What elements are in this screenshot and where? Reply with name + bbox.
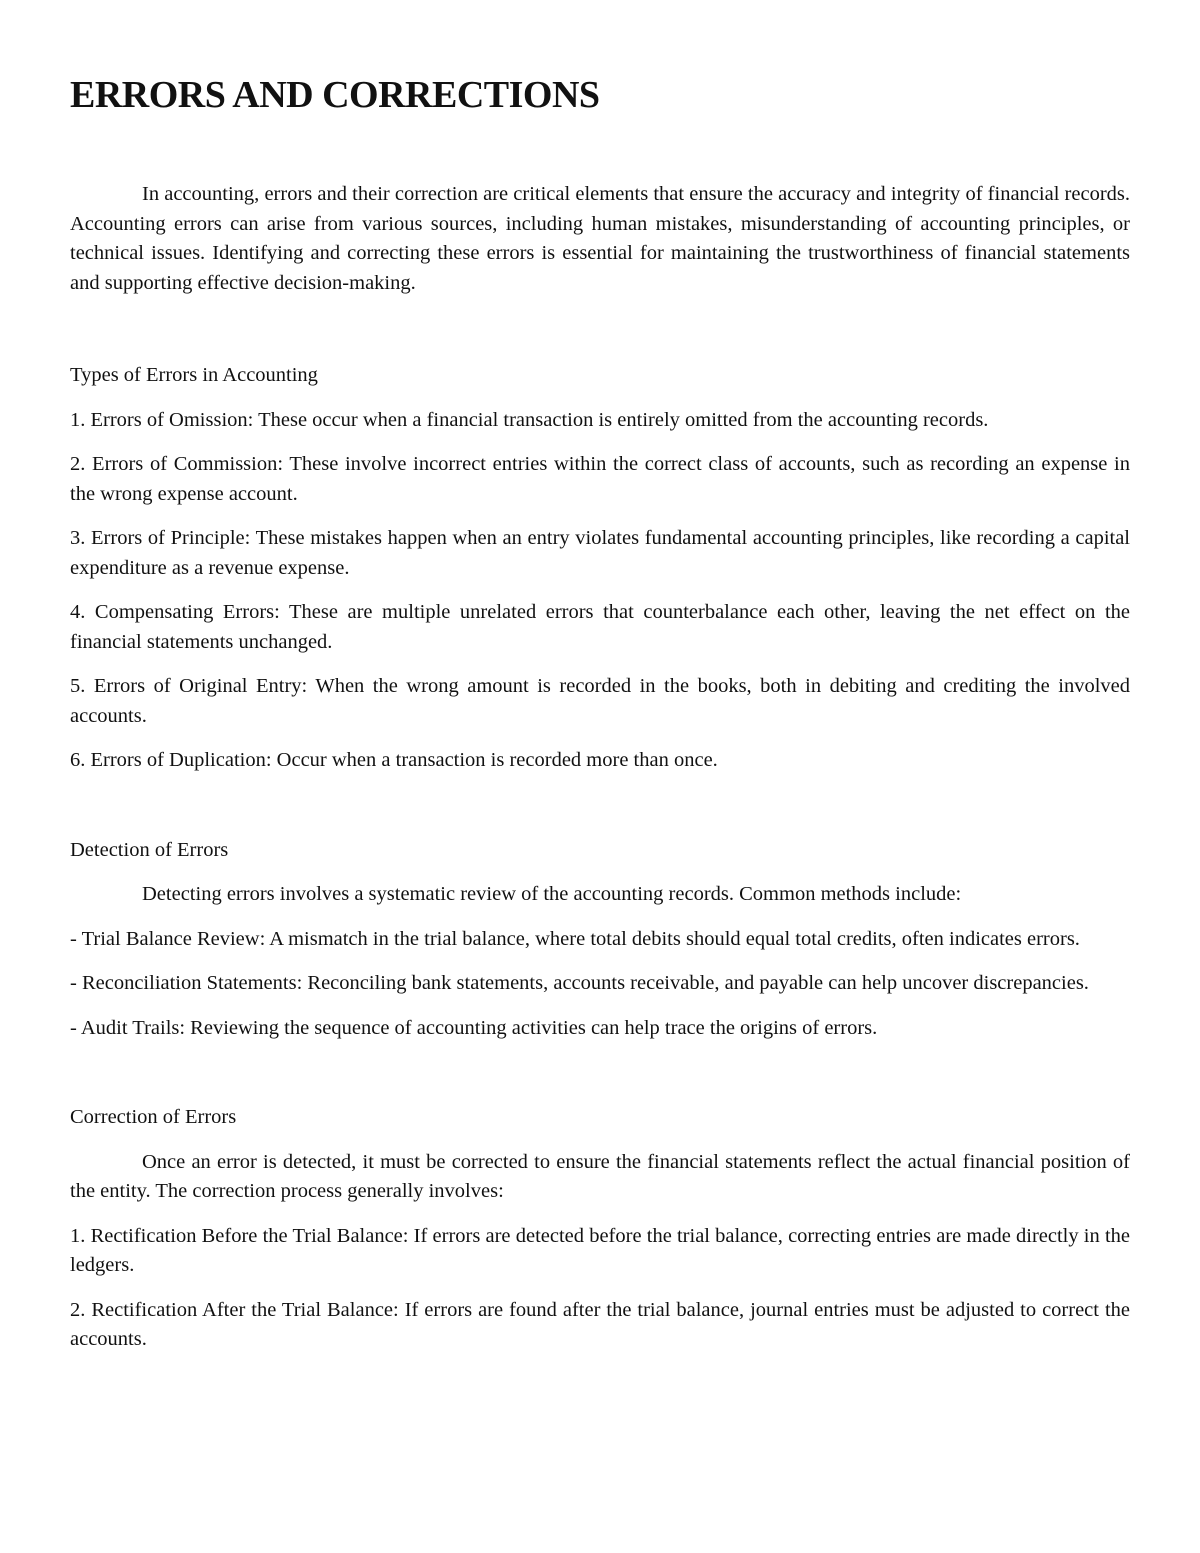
document-title: ERRORS AND CORRECTIONS [70,74,600,116]
detection-item-trial-balance: - Trial Balance Review: A mismatch in the trial balance, where total debits should equal total credits, often indicates errors. [70,927,1080,950]
correction-item-before: 1. Rectification Before the Trial Balance: If errors are detected before the trial balance, correcting entries are made directly in the ledgers. [70,1224,1130,1276]
types-item-original-entry: 5. Errors of Original Entry: When the wrong amount is recorded in the books, both in debiting and crediting the involved accounts. [70,675,1130,727]
types-item-compensating: 4. Compensating Errors: These are multiple unrelated errors that counterbalance each other, leaving the net effect on the financial statements unchanged. [70,601,1130,653]
types-item-omission: 1. Errors of Omission: These occur when a financial transaction is entirely omitted from the accounting records. [70,408,989,431]
types-item-principle: 3. Errors of Principle: These mistakes happen when an entry violates fundamental accounting principles, like recording a capital expenditure as a revenue expense. [70,527,1130,579]
correction-heading: Correction of Errors [70,1106,237,1128]
document-body [70,68,1130,1355]
detection-item-reconciliation: - Reconciliation Statements: Reconciling bank statements, accounts receivable, and payable can help uncover discrepancies. [70,972,1089,994]
intro-paragraph: In accounting, errors and their correction are critical elements that ensure the accuracy and integrity of financial records. Accounting errors can arise from various sources, including human mistakes, misunderstanding of accounting principles, or technical issues. Identifying and correcting these errors is essential for maintaining the trustworthiness of financial statements and supporting effective decision-making. [70,183,1130,294]
types-heading: Types of Errors in Accounting [70,364,318,386]
detection-item-audit-trails: - Audit Trails: Reviewing the sequence of accounting activities can help trace the origins of errors. [70,1016,878,1039]
types-item-duplication: 6. Errors of Duplication: Occur when a transaction is recorded more than once. [70,749,718,771]
detection-lead: Detecting errors involves a systematic review of the accounting records. Common methods include: [142,883,962,905]
correction-lead: Once an error is detected, it must be corrected to ensure the financial statements reflect the actual financial position of the entity. The correction process generally involves: [70,1150,1130,1202]
types-item-commission: 2. Errors of Commission: These involve incorrect entries within the correct class of accounts, such as recording an expense in the wrong expense account. [70,453,1130,505]
detection-heading: Detection of Errors [70,838,229,861]
correction-item-after: 2. Rectification After the Trial Balance: If errors are found after the trial balance, journal entries must be adjusted to correct the accounts. [70,1298,1130,1350]
